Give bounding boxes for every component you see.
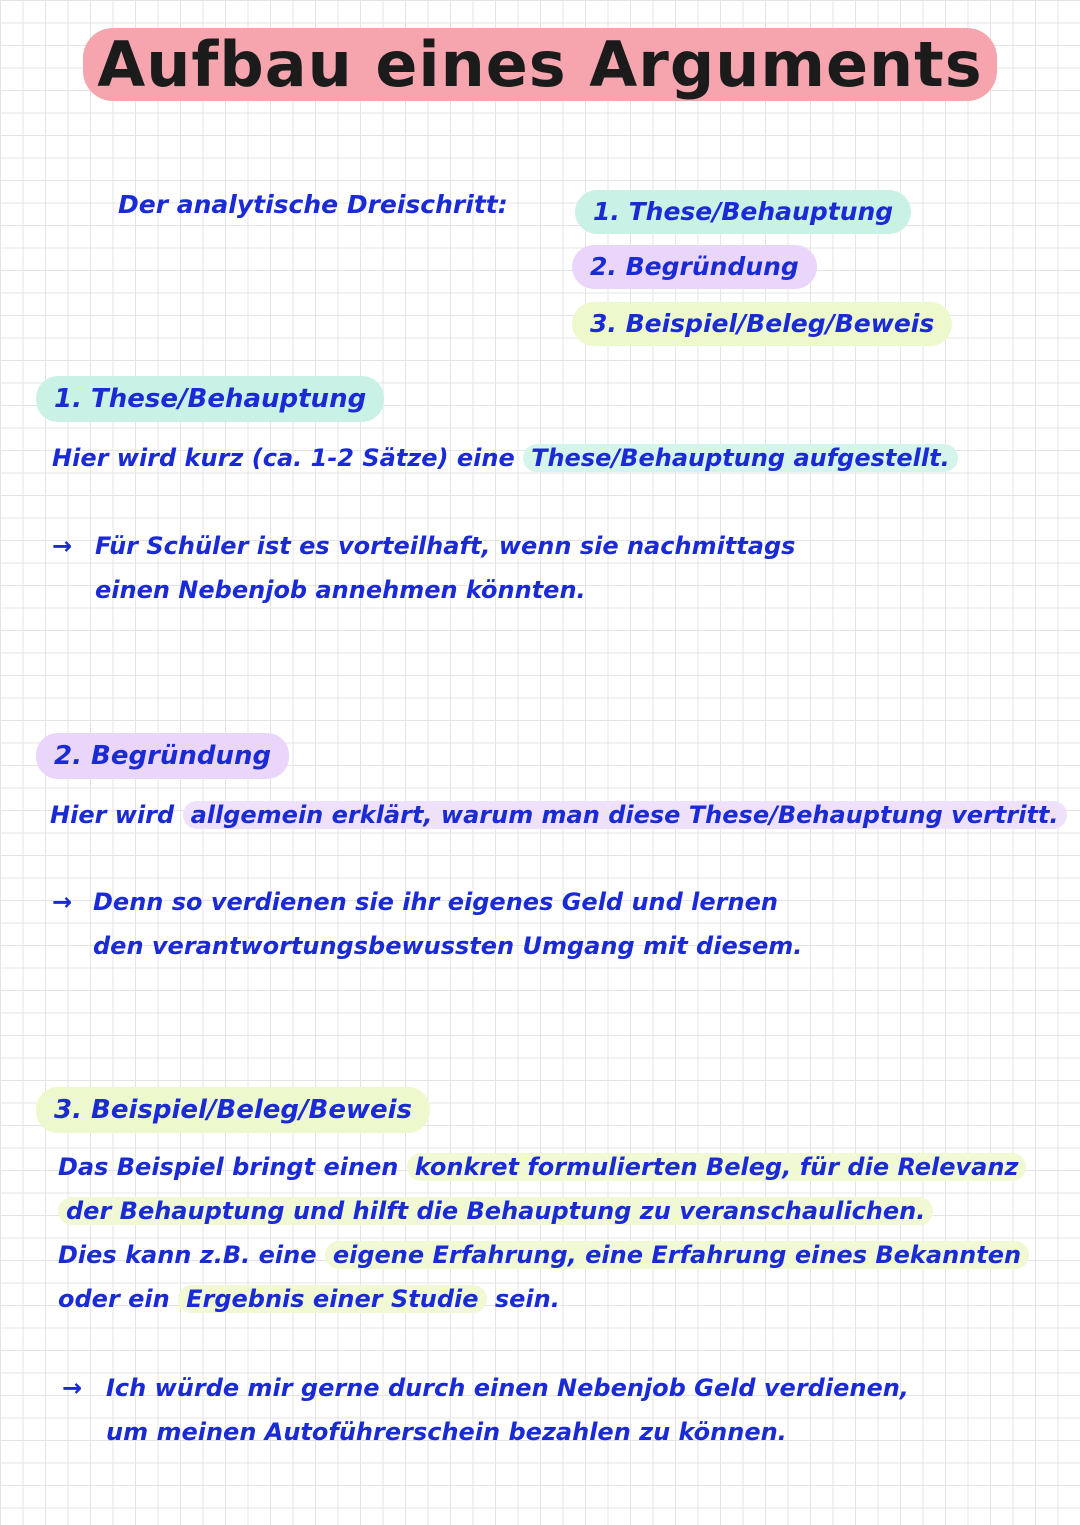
section-3-line-4-highlight: Ergebnis einer Studie: [178, 1285, 486, 1313]
section-2-example-line-1: Denn so verdienen sie ihr eigenes Geld und lernen: [93, 888, 778, 916]
section-2-example-arrow: →: [52, 888, 73, 916]
section-2-example: [93, 880, 802, 968]
section-1-text-plain: Hier wird kurz (ca. 1-2 Sätze) eine: [52, 444, 515, 472]
section-1-text-highlight: These/Behauptung aufgestellt.: [523, 444, 958, 472]
section-3-example-arrow: →: [62, 1374, 83, 1402]
section-3-text-line-3: [58, 1233, 1029, 1277]
section-3-heading: 3. Beispiel/Beleg/Beweis: [36, 1087, 430, 1133]
section-2-text-plain: Hier wird: [50, 801, 175, 829]
section-3-text: [58, 1145, 1029, 1321]
intro-step-2: 2. Begründung: [572, 245, 817, 289]
section-3-line-2-highlight: der Behauptung und hilft die Behauptung zu veranschaulichen.: [58, 1197, 933, 1225]
section-3-example-line-1: Ich würde mir gerne durch einen Nebenjob Geld verdienen,: [106, 1374, 909, 1402]
section-1-example: [95, 524, 795, 612]
section-3-example: [106, 1366, 909, 1454]
section-2-text-highlight: allgemein erklärt, warum man diese These/Behauptung vertritt.: [183, 801, 1067, 829]
section-1-example-line-2: einen Nebenjob annehmen könnten.: [95, 576, 586, 604]
intro-step-3: 3. Beispiel/Beleg/Beweis: [572, 302, 952, 346]
section-3-line-1-highlight: konkret formulierten Beleg, für die Relevanz: [407, 1153, 1027, 1181]
section-3-example-line-2: um meinen Autoführerschein bezahlen zu können.: [106, 1418, 787, 1446]
section-3-text-line-4: [58, 1277, 1029, 1321]
section-3-line-3-plain: Dies kann z.B. eine: [58, 1241, 317, 1269]
page-title-text: Aufbau eines Arguments: [83, 28, 996, 101]
section-2-example-line-2: den verantwortungsbewussten Umgang mit diesem.: [93, 932, 803, 960]
section-1-heading: 1. These/Behauptung: [36, 376, 384, 422]
section-3-line-3-highlight: eigene Erfahrung, eine Erfahrung eines Bekannten: [325, 1241, 1029, 1269]
section-3-line-1-plain: Das Beispiel bringt einen: [58, 1153, 399, 1181]
section-1-example-arrow: →: [52, 532, 73, 560]
section-3-line-4-plain: oder ein: [58, 1285, 170, 1313]
intro-step-1: 1. These/Behauptung: [575, 190, 911, 234]
section-2-heading: 2. Begründung: [36, 733, 289, 779]
section-3-line-4-end: sein.: [494, 1285, 560, 1313]
section-3-text-line-1: [58, 1145, 1029, 1189]
section-1-text: [52, 436, 958, 480]
page-title: [0, 28, 1080, 101]
section-3-text-line-2: [58, 1189, 1029, 1233]
section-1-example-line-1: Für Schüler ist es vorteilhaft, wenn sie nachmittags: [95, 532, 796, 560]
section-2-text: [50, 793, 1067, 837]
intro-label: Der analytische Dreischritt:: [118, 190, 508, 219]
